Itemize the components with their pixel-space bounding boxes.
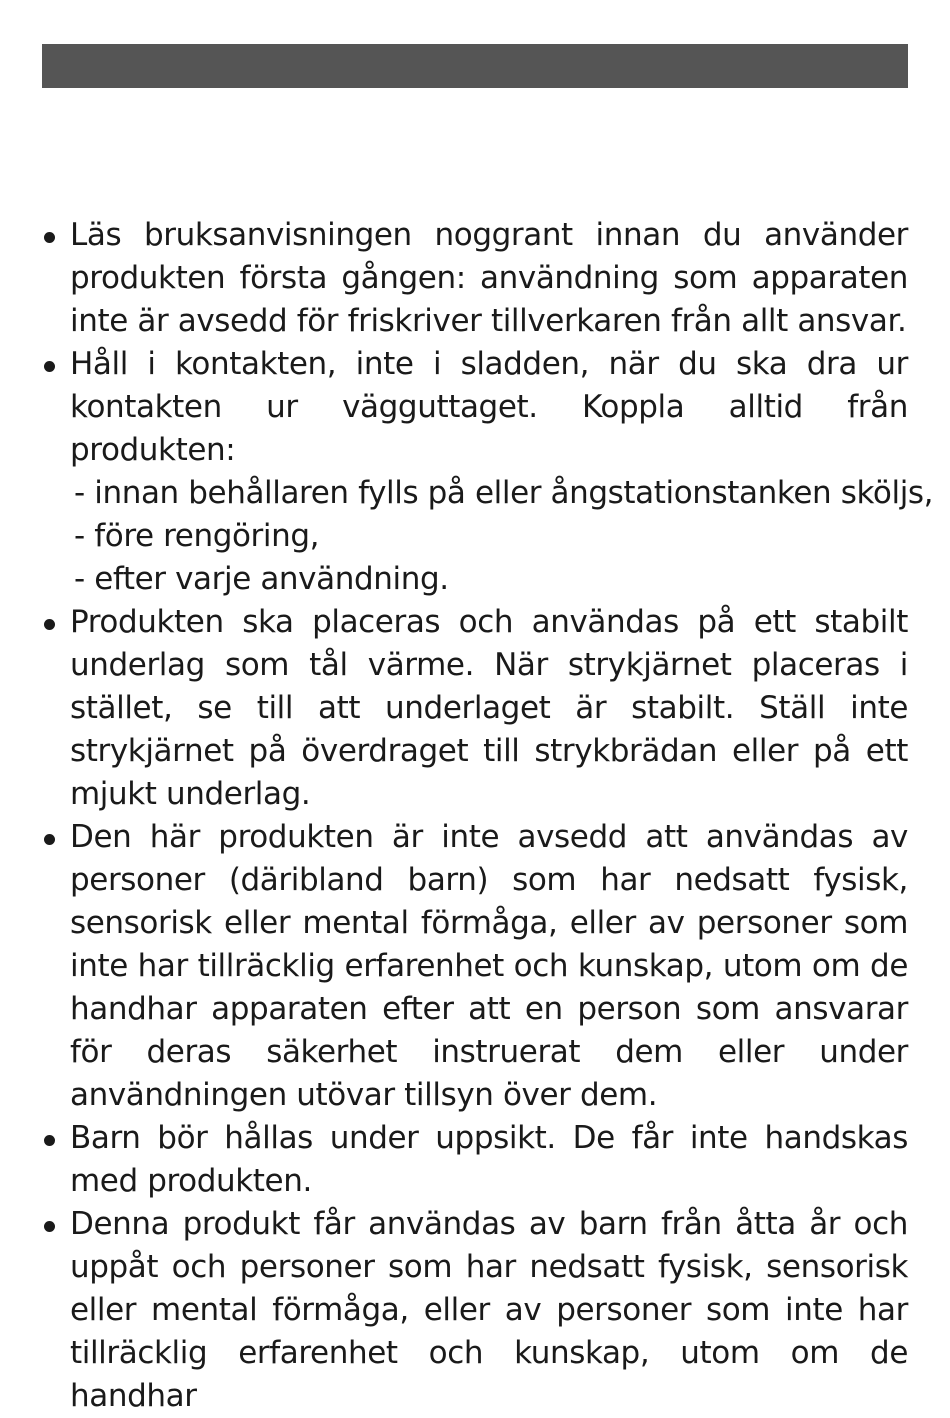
instruction-text: Denna produkt får användas av barn från åtta år och uppåt och personer som har nedsatt fysisk, sensorisk eller mental förmåga, eller av personer som inte har tillräcklig erfarenhet och kunskap, utom om de handhar (70, 1206, 908, 1414)
list-item (42, 343, 934, 601)
header-bar (42, 44, 908, 88)
instruction-text: Läs bruksanvisningen noggrant innan du använder produkten första gången: användning som apparaten inte är avsedd för friskriver tillverkaren från allt ansvar. (70, 217, 908, 339)
sub-item: - innan behållaren fylls på eller ångstationstanken sköljs, (74, 475, 934, 511)
safety-instructions-list (42, 214, 934, 1418)
sub-item: - före rengöring, (74, 518, 320, 554)
bullet-icon (44, 1221, 55, 1232)
instruction-text: Barn bör hållas under uppsikt. De får inte handskas med produkten. (70, 1120, 908, 1199)
bullet-icon (44, 834, 55, 845)
bullet-icon (44, 1135, 55, 1146)
list-item (42, 1203, 908, 1418)
list-item (42, 1117, 908, 1203)
sub-item: - efter varje användning. (74, 561, 449, 597)
list-item (42, 816, 908, 1117)
instruction-text: Produkten ska placeras och användas på ett stabilt underlag som tål värme. När strykjärnet placeras i stället, se till att underlaget är stabilt. Ställ inte strykjärnet på överdraget till strykbrädan eller på ett mjukt underlag. (70, 604, 908, 812)
list-item (42, 601, 908, 816)
list-item (42, 214, 908, 343)
bullet-icon (44, 232, 55, 243)
bullet-icon (44, 619, 55, 630)
instruction-text: Håll i kontakten, inte i sladden, när du ska dra ur kontakten ur vägguttaget. Koppla alltid från produkten: (70, 346, 908, 468)
bullet-icon (44, 361, 55, 372)
instruction-text: Den här produkten är inte avsedd att användas av personer (däribland barn) som har nedsatt fysisk, sensorisk eller mental förmåga, eller av personer som inte har tillräcklig erfarenhet och kunskap, utom om de handhar apparaten efter att en person som ansvarar för deras säkerhet instruerat dem eller under användningen utövar tillsyn över dem. (70, 819, 908, 1113)
